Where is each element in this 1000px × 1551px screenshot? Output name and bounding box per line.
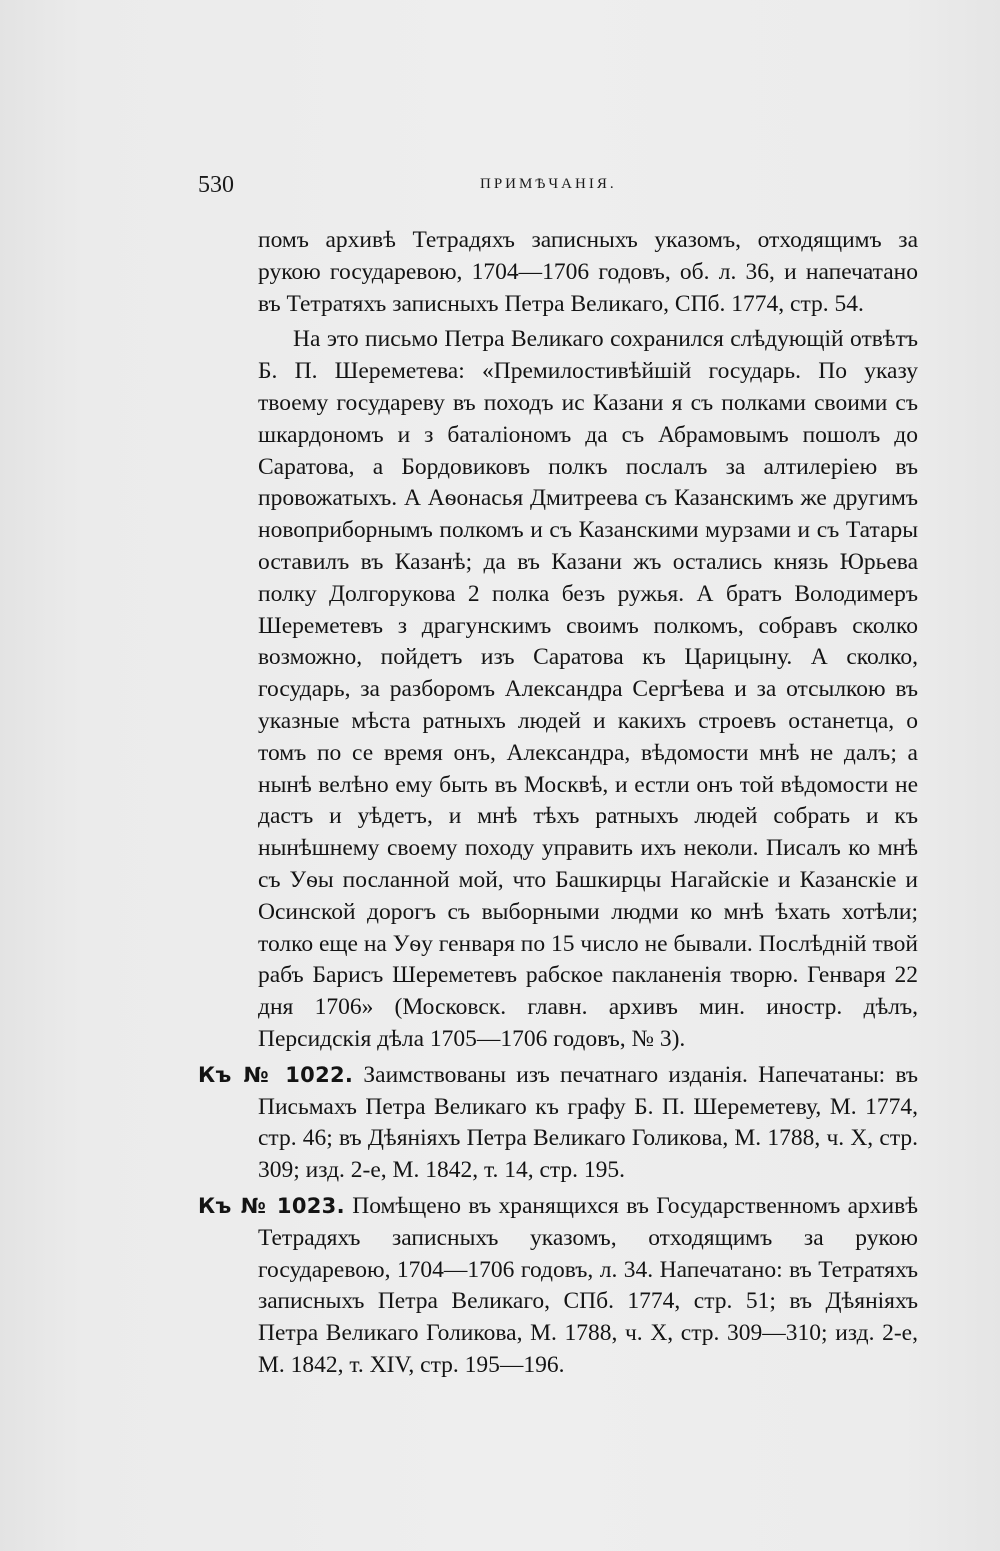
reference-label-1023: Къ № 1023. <box>198 1193 345 1218</box>
paragraph-sheremetev-reply: На это письмо Петра Великаго сохранился слѣдующій отвѣтъ Б. П. Шереметева: «Премилостивѣйшій государь. По указу твоему государеву въ походъ ис Казани я съ полками своими съ шкардономъ и з баталіономъ да съ Абрамовымъ пошолъ до Саратова, а Бордовиковъ полкъ послалъ за алтилеріею въ провожатыхъ. А Аѳонасья Дмитреева съ Казанскимъ же другимъ новоприборнымъ полкомъ и съ Казанскими мурзами и съ Татары оставилъ въ Казанѣ; да въ Казани жъ остались князь Юрьева полку Долгорукова 2 полка безъ ружья. А братъ Володимеръ Шереметевъ з драгунскимъ своимъ полкомъ, собравъ сколко возможно, пойдетъ изъ Саратова къ Царицыну. А сколко, государь, за разборомъ Александра Сергѣева и за отсылкою въ указные мѣста ратныхъ людей и какихъ строевъ останетца, о томъ по се время онъ, Александра, вѣдомости мнѣ не далъ; а нынѣ велѣно ему быть въ Москвѣ, и естли онъ той вѣдомости не дастъ и уѣдетъ, и мнѣ тѣхъ ратныхъ людей собрать и къ нынѣшнему своему походу управить ихъ неколи. Писалъ ко мнѣ съ Уѳы посланной мой, что Башкирцы Нагайскіе и Казанскіе и Осинской дорогъ съ выборными людми ко мнѣ ѣхать хотѣли; толко еще на Уѳу генваря по 15 число не бывали. Послѣдній твой рабъ Барисъ Шереметевъ рабское пакланенія творю. Генваря 22 дня 1706» (Московск. главн. архивъ мин. иностр. дѣлъ, Персидскія дѣла 1705—1706 годовъ, № 3). <box>258 326 918 1052</box>
reference-entry-1023 <box>198 1191 918 1382</box>
page-number: 530 <box>198 172 234 198</box>
reference-entry-1022 <box>198 1060 918 1187</box>
reference-text-1022: Заимствованы изъ печатнаго изданія. Напечатаны: въ Письмахъ Петра Великаго къ графу Б. П. Шереметеву, М. 1774, стр. 46; въ Дѣяніяхъ Петра Великаго Голикова, М. 1788, ч. X, стр. 309; изд. 2-е, М. 1842, т. 14, стр. 195. <box>258 1061 918 1184</box>
section-title: ПРИМѢЧАНІЯ. <box>480 176 617 192</box>
running-head <box>198 172 903 202</box>
reference-text-1023: Помѣщено въ хранящихся въ Государственномъ архивѣ Тетрадяхъ записныхъ указомъ, отходящимъ за рукою государевою, 1704—1706 годовъ, л. 34. Напечатано: въ Тетратяхъ записныхъ Петра Великаго, СПб. 1774, стр. 51; въ Дѣяніяхъ Петра Великаго Голикова, М. 1788, ч. X, стр. 309—310; изд. 2-е, М. 1842, т. XIV, стр. 195—196. <box>258 1192 918 1378</box>
paragraph-continuation: помъ архивѣ Тетрадяхъ записныхъ указомъ, отходящимъ за рукою государевою, 1704—1706 годовъ, об. л. 36, и напечатано въ Тетратяхъ записныхъ Петра Великаго, СПб. 1774, стр. 54. <box>258 227 918 317</box>
reference-label-1022: Къ № 1022. <box>198 1062 354 1087</box>
body-text <box>198 225 918 1382</box>
